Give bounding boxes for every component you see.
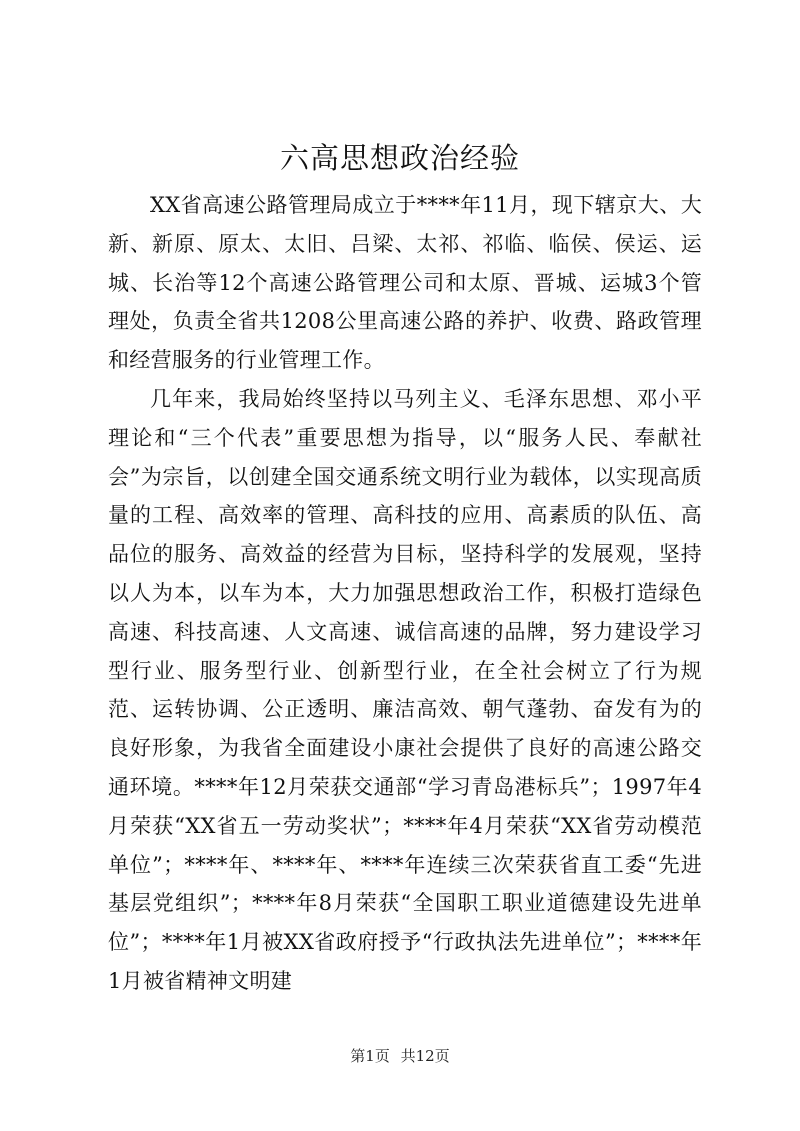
- page-total: 共12页: [400, 1047, 450, 1065]
- document-body: [108, 186, 702, 1001]
- page-number: 第1页: [350, 1047, 390, 1065]
- document-title: 六高思想政治经验: [279, 141, 520, 175]
- paragraph-intro: XX省高速公路管理局成立于****年11月，现下辖京大、大新、新原、原太、太旧、吕梁、太祁、祁临、临侯、侯运、运城、长治等12个高速公路管理公司和太原、晋城、运城3个管理处，负责全省共1208公里高速公路的养护、收费、路政管理和经营服务的行业管理工作。: [108, 193, 702, 373]
- paragraph-achievements: 几年来，我局始终坚持以马列主义、毛泽东思想、邓小平理论和“三个代表”重要思想为指导，以“服务人民、奉献社会”为宗旨，以创建全国交通系统文明行业为载体，以实现高质量的工程、高效率的管理、高科技的应用、高素质的队伍、高品位的服务、高效益的经营为目标，坚持科学的发展观，坚持以人为本，以车为本，大力加强思想政治工作，积极打造绿色高速、科技高速、人文高速、诚信高速的品牌，努力建设学习型行业、服务型行业、创新型行业，在全社会树立了行为规范、运转协调、公正透明、廉洁高效、朝气蓬勃、奋发有为的良好形象，为我省全面建设小康社会提供了良好的高速公路交通环境。****年12月荣获交通部“学习青岛港标兵”；1997年4月荣获“XX省五一劳动奖状”；****年4月荣获“XX省劳动模范单位”；****年、****年、****年连续三次荣获省直工委“先进基层党组织”；****年8月荣获“全国职工职业道德建设先进单位”；****年1月被XX省政府授予“行政执法先进单位”；****年1月被省精神文明建: [108, 386, 702, 993]
- page-footer: [0, 1046, 800, 1066]
